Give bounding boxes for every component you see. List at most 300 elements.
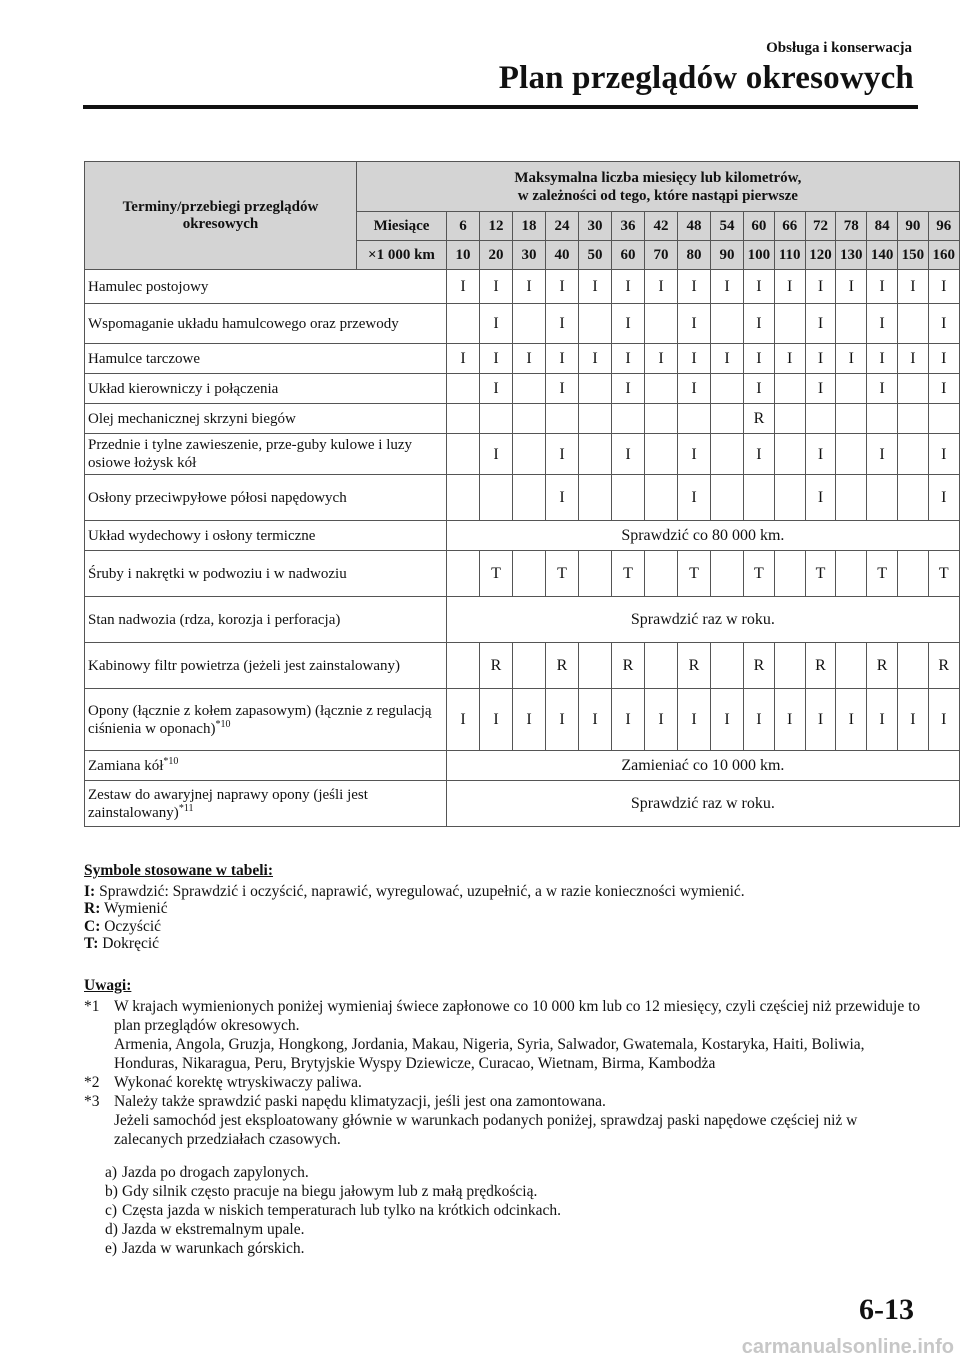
interval-cell xyxy=(579,475,612,521)
interval-cell xyxy=(774,551,805,597)
merged-interval-cell: Zamieniać co 10 000 km. xyxy=(447,751,960,781)
km-header-cell: 10 xyxy=(447,241,480,270)
interval-cell: I xyxy=(867,374,898,404)
row-label xyxy=(85,751,447,781)
interval-cell: T xyxy=(928,551,959,597)
legend-item xyxy=(84,900,924,918)
interval-cell: I xyxy=(447,689,480,751)
legend-symbol: R: xyxy=(84,900,101,917)
interval-cell: R xyxy=(546,643,579,689)
legend-symbol: I: xyxy=(84,882,96,900)
km-header-cell: 100 xyxy=(744,241,775,270)
condition-letter: e) xyxy=(105,1240,118,1257)
interval-cell xyxy=(774,374,805,404)
interval-cell: T xyxy=(744,551,775,597)
table-row xyxy=(85,751,960,781)
interval-cell xyxy=(836,304,867,344)
row-label-text: Układ wydechowy i osłony termiczne xyxy=(88,527,316,544)
row-label-text: Opony (łącznie z kołem zapasowym) (łącznie z regulacją ciśnienia w oponach) xyxy=(88,702,432,737)
interval-cell: I xyxy=(744,434,775,475)
interval-cell: I xyxy=(836,344,867,374)
interval-cell xyxy=(645,304,678,344)
interval-cell: I xyxy=(678,475,711,521)
note-line: Należy także sprawdzić paski napędu klimatyzacji, jeśli jest ona zamontowana. xyxy=(114,1093,606,1110)
interval-cell: I xyxy=(546,475,579,521)
watermark: carmanualsonline.info xyxy=(741,1336,954,1358)
row-label-text: Kabinowy filtr powietrza (jeżeli jest zainstalowany) xyxy=(88,657,400,674)
interval-cell: I xyxy=(513,270,546,304)
section-label: Obsługa i konserwacja xyxy=(766,40,912,56)
km-header-cell: 160 xyxy=(928,241,959,270)
interval-cell: I xyxy=(805,475,836,521)
interval-cell xyxy=(774,475,805,521)
note-text xyxy=(114,1092,924,1149)
legend-heading: Symbole stosowane w tabeli: xyxy=(84,862,274,879)
condition-text: Jazda po drogach zapylonych. xyxy=(122,1164,309,1181)
interval-cell xyxy=(579,304,612,344)
interval-cell: I xyxy=(612,304,645,344)
km-header-cell: 110 xyxy=(774,241,805,270)
note-item xyxy=(84,1073,924,1092)
interval-cell: I xyxy=(645,689,678,751)
interval-cell xyxy=(447,304,480,344)
interval-cell: T xyxy=(678,551,711,597)
table-row xyxy=(85,270,960,304)
interval-cell: T xyxy=(805,551,836,597)
interval-cell xyxy=(711,475,744,521)
interval-cell: I xyxy=(867,270,898,304)
interval-cell: I xyxy=(805,270,836,304)
merged-interval-cell: Sprawdzić co 80 000 km. xyxy=(447,521,960,551)
condition-item xyxy=(105,1220,924,1239)
interval-cell xyxy=(480,475,513,521)
interval-cell xyxy=(645,643,678,689)
interval-cell: I xyxy=(678,689,711,751)
interval-cell xyxy=(836,475,867,521)
note-number: *1 xyxy=(84,998,100,1015)
table-row xyxy=(85,521,960,551)
month-header-cell: 30 xyxy=(579,212,612,241)
interval-cell: I xyxy=(744,374,775,404)
interval-cell: I xyxy=(612,374,645,404)
table-row xyxy=(85,551,960,597)
interval-cell xyxy=(867,404,898,434)
interval-cell: T xyxy=(867,551,898,597)
month-header-cell: 18 xyxy=(513,212,546,241)
month-header-cell: 12 xyxy=(480,212,513,241)
month-header-cell: 6 xyxy=(447,212,480,241)
interval-cell: I xyxy=(744,304,775,344)
interval-cell xyxy=(513,551,546,597)
interval-cell xyxy=(711,304,744,344)
interval-cell xyxy=(897,643,928,689)
month-header-cell: 60 xyxy=(744,212,775,241)
interval-cell xyxy=(447,434,480,475)
interval-cell: R xyxy=(928,643,959,689)
interval-cell: I xyxy=(836,270,867,304)
table-row xyxy=(85,404,960,434)
interval-cell: I xyxy=(928,434,959,475)
interval-cell: I xyxy=(612,344,645,374)
table-row xyxy=(85,434,960,475)
row-label-text: Osłony przeciwpyłowe półosi napędowych xyxy=(88,489,347,506)
km-label: ×1 000 km xyxy=(357,241,447,270)
footnote-ref: *10 xyxy=(163,755,179,767)
row-label-text: Stan nadwozia (rdza, korozja i perforacja) xyxy=(88,611,341,628)
km-header-cell: 60 xyxy=(612,241,645,270)
condition-letter: d) xyxy=(105,1221,118,1238)
maintenance-schedule-table xyxy=(84,161,960,827)
interval-cell: I xyxy=(805,374,836,404)
interval-cell: I xyxy=(546,270,579,304)
interval-cell xyxy=(897,404,928,434)
interval-cell: I xyxy=(645,344,678,374)
interval-cell xyxy=(612,404,645,434)
km-header-cell: 30 xyxy=(513,241,546,270)
interval-cell: I xyxy=(897,270,928,304)
interval-cell xyxy=(645,475,678,521)
interval-cell: I xyxy=(867,304,898,344)
interval-cell: I xyxy=(513,344,546,374)
row-label-text: Przednie i tylne zawieszenie, prze-guby kulowe i luzy osiowe łożysk kół xyxy=(88,437,413,471)
interval-cell: I xyxy=(480,374,513,404)
km-header-cell: 150 xyxy=(897,241,928,270)
row-label xyxy=(85,643,447,689)
interval-cell xyxy=(579,374,612,404)
interval-cell: I xyxy=(774,270,805,304)
interval-cell xyxy=(711,551,744,597)
interval-cell xyxy=(645,374,678,404)
max-interval-header xyxy=(357,162,960,212)
max-interval-header-line2: w zależności od tego, które nastąpi pierwsze xyxy=(517,187,798,204)
interval-cell: R xyxy=(612,643,645,689)
interval-cell: I xyxy=(513,689,546,751)
row-label-text: Hamulec postojowy xyxy=(88,278,209,295)
interval-cell xyxy=(579,643,612,689)
condition-letter: a) xyxy=(105,1164,118,1181)
interval-cell xyxy=(836,551,867,597)
interval-cell: I xyxy=(645,270,678,304)
interval-cell xyxy=(447,475,480,521)
row-label xyxy=(85,597,447,643)
interval-cell xyxy=(711,643,744,689)
note-item xyxy=(84,997,924,1073)
legend-text: Oczyścić xyxy=(104,917,162,935)
table-row xyxy=(85,643,960,689)
condition-item xyxy=(105,1239,924,1258)
interval-cell: I xyxy=(928,374,959,404)
interval-cell xyxy=(579,551,612,597)
interval-cell: T xyxy=(612,551,645,597)
note-line: W krajach wymienionych poniżej wymieniaj świece zapłonowe co 10 000 km lub co 12 miesięcy, czyli częściej niż przewiduje to plan przeglądów okresowych. xyxy=(114,998,921,1034)
interval-cell xyxy=(711,374,744,404)
legend-text: Dokręcić xyxy=(102,935,160,952)
interval-cell: I xyxy=(897,344,928,374)
interval-cell: I xyxy=(774,689,805,751)
interval-cell: I xyxy=(447,344,480,374)
row-label xyxy=(85,521,447,551)
table-row xyxy=(85,344,960,374)
month-header-cell: 42 xyxy=(645,212,678,241)
km-header-cell: 130 xyxy=(836,241,867,270)
interval-cell: I xyxy=(447,270,480,304)
symbols-legend xyxy=(84,862,924,953)
interval-cell: R xyxy=(744,643,775,689)
condition-letter: c) xyxy=(105,1202,118,1219)
interval-cell xyxy=(897,434,928,475)
legend-item xyxy=(84,918,924,936)
merged-interval-cell: Sprawdzić raz w roku. xyxy=(447,597,960,643)
legend-item xyxy=(84,883,924,901)
condition-text: Jazda w warunkach górskich. xyxy=(122,1240,305,1257)
note-line: Wykonać korektę wtryskiwaczy paliwa. xyxy=(114,1074,362,1091)
interval-cell: I xyxy=(928,270,959,304)
row-label-text: Wspomaganie układu hamulcowego oraz przewody xyxy=(88,315,399,332)
legend-item xyxy=(84,935,924,953)
page-number: 6-13 xyxy=(859,1293,914,1326)
interval-cell xyxy=(836,404,867,434)
footnote-ref: *11 xyxy=(178,802,194,814)
condition-text: Gdy silnik często pracuje na biegu jałowym lub z małą prędkością. xyxy=(122,1183,538,1200)
month-header-cell: 78 xyxy=(836,212,867,241)
interval-cell: I xyxy=(579,270,612,304)
interval-cell: I xyxy=(480,270,513,304)
interval-cell: I xyxy=(744,270,775,304)
km-header-cell: 140 xyxy=(867,241,898,270)
interval-cell: I xyxy=(480,344,513,374)
legend-symbol: C: xyxy=(84,917,101,935)
interval-cell xyxy=(744,475,775,521)
interval-cell: I xyxy=(612,270,645,304)
table-header-row xyxy=(85,162,960,212)
interval-cell: R xyxy=(867,643,898,689)
table-row xyxy=(85,781,960,827)
interval-cell: I xyxy=(774,344,805,374)
interval-cell: I xyxy=(678,304,711,344)
month-header-cell: 66 xyxy=(774,212,805,241)
km-header-cell: 20 xyxy=(480,241,513,270)
interval-cell xyxy=(645,551,678,597)
interval-cell: I xyxy=(744,344,775,374)
interval-cell: I xyxy=(897,689,928,751)
month-header-cell: 90 xyxy=(897,212,928,241)
km-header-cell: 40 xyxy=(546,241,579,270)
row-label xyxy=(85,304,447,344)
interval-cell xyxy=(774,434,805,475)
legend-text: Sprawdzić: Sprawdzić i oczyścić, naprawić, wyregulować, uzupełnić, a w razie konieczności wymienić. xyxy=(99,882,745,900)
row-label-text: Układ kierowniczy i połączenia xyxy=(88,380,279,397)
interval-cell xyxy=(836,643,867,689)
interval-cell: I xyxy=(579,689,612,751)
interval-cell xyxy=(447,643,480,689)
interval-cell: I xyxy=(836,689,867,751)
note-line: Armenia, Angola, Gruzja, Hongkong, Jordania, Makau, Nigeria, Syria, Salwador, Gwatemala, Kostaryka, Haiti, Boliwia, Honduras, Nikaragua, Peru, Brytyjskie Wyspy Dziewicze, Curacao, Wietnam, Birma, Kambodża xyxy=(114,1036,865,1072)
note-text xyxy=(114,997,924,1073)
interval-cell xyxy=(513,404,546,434)
interval-cell: I xyxy=(612,434,645,475)
interval-cell: I xyxy=(612,689,645,751)
interval-cell xyxy=(612,475,645,521)
note-line: Jeżeli samochód jest eksploatowany głównie w warunkach podanych poniżej, sprawdzaj paski napędowe częściej niż w zalecanych przedziałach czasowych. xyxy=(114,1112,858,1148)
interval-cell xyxy=(774,404,805,434)
interval-cell xyxy=(678,404,711,434)
km-header-cell: 120 xyxy=(805,241,836,270)
interval-cell xyxy=(645,404,678,434)
interval-cell: I xyxy=(928,304,959,344)
table-row xyxy=(85,597,960,643)
interval-cell xyxy=(447,374,480,404)
condition-text: Jazda w ekstremalnym upale. xyxy=(122,1221,305,1238)
interval-cell xyxy=(836,374,867,404)
interval-cell xyxy=(711,404,744,434)
condition-item xyxy=(105,1201,924,1220)
interval-cell xyxy=(513,643,546,689)
interval-cell: R xyxy=(480,643,513,689)
interval-cell xyxy=(897,551,928,597)
interval-cell: I xyxy=(678,270,711,304)
note-number: *3 xyxy=(84,1093,100,1110)
interval-cell: I xyxy=(711,689,744,751)
interval-cell xyxy=(897,304,928,344)
row-label-text: Zestaw do awaryjnej naprawy opony (jeśli jest zainstalowany) xyxy=(88,786,368,821)
interval-cell: T xyxy=(480,551,513,597)
interval-cell xyxy=(579,434,612,475)
month-header-cell: 36 xyxy=(612,212,645,241)
interval-cell: I xyxy=(867,689,898,751)
interval-cell: I xyxy=(546,374,579,404)
table-row xyxy=(85,475,960,521)
row-label xyxy=(85,781,447,827)
interval-cell: I xyxy=(480,304,513,344)
interval-cell: I xyxy=(928,344,959,374)
notes-section xyxy=(84,976,924,1258)
note-number: *2 xyxy=(84,1074,100,1091)
month-header-cell: 96 xyxy=(928,212,959,241)
merged-interval-cell: Sprawdzić raz w roku. xyxy=(447,781,960,827)
interval-cell: I xyxy=(805,304,836,344)
interval-cell xyxy=(711,434,744,475)
row-label xyxy=(85,689,447,751)
km-header-cell: 80 xyxy=(678,241,711,270)
interval-cell xyxy=(867,475,898,521)
month-header-cell: 72 xyxy=(805,212,836,241)
km-header-cell: 70 xyxy=(645,241,678,270)
interval-cell xyxy=(447,404,480,434)
interval-cell xyxy=(836,434,867,475)
row-label xyxy=(85,374,447,404)
interval-cell xyxy=(513,374,546,404)
interval-cell: R xyxy=(744,404,775,434)
max-interval-header-line1: Maksymalna liczba miesięcy lub kilometrów, xyxy=(514,169,802,186)
note-item xyxy=(84,1092,924,1149)
interval-cell: R xyxy=(805,643,836,689)
row-label xyxy=(85,344,447,374)
page-title: Plan przeglądów okresowych xyxy=(498,60,914,96)
interval-cell: I xyxy=(546,689,579,751)
row-label-text: Zamiana kół xyxy=(88,757,164,774)
interval-cell: I xyxy=(867,434,898,475)
footnote-ref: *10 xyxy=(215,718,231,730)
interval-cell xyxy=(774,304,805,344)
row-label xyxy=(85,475,447,521)
interval-cell: I xyxy=(678,434,711,475)
header-rule xyxy=(83,105,918,109)
month-header-cell: 54 xyxy=(711,212,744,241)
interval-cell xyxy=(513,304,546,344)
row-label-text: Hamulce tarczowe xyxy=(88,350,201,367)
interval-cell xyxy=(546,404,579,434)
legend-symbol: T: xyxy=(84,935,99,952)
interval-cell xyxy=(805,404,836,434)
month-header-cell: 24 xyxy=(546,212,579,241)
note-text xyxy=(114,1073,924,1092)
km-header-cell: 50 xyxy=(579,241,612,270)
interval-cell: I xyxy=(480,689,513,751)
interval-cell: I xyxy=(867,344,898,374)
interval-cell: I xyxy=(805,344,836,374)
interval-cell xyxy=(480,404,513,434)
interval-cell: I xyxy=(546,344,579,374)
table-row xyxy=(85,689,960,751)
interval-cell: I xyxy=(579,344,612,374)
legend-text: Wymienić xyxy=(103,900,168,917)
row-label xyxy=(85,434,447,475)
row-label xyxy=(85,270,447,304)
condition-letter: b) xyxy=(105,1183,118,1200)
interval-cell xyxy=(579,404,612,434)
interval-cell: I xyxy=(805,434,836,475)
interval-cell: T xyxy=(546,551,579,597)
month-header-cell: 48 xyxy=(678,212,711,241)
interval-cell xyxy=(645,434,678,475)
interval-cell: I xyxy=(546,304,579,344)
condition-item xyxy=(105,1163,924,1182)
interval-cell: I xyxy=(711,270,744,304)
condition-text: Częsta jazda w niskich temperaturach lub tylko na krótkich odcinkach. xyxy=(122,1202,562,1219)
interval-cell xyxy=(928,404,959,434)
interval-cell: I xyxy=(744,689,775,751)
interval-cell: I xyxy=(805,689,836,751)
interval-cell xyxy=(897,374,928,404)
interval-cell xyxy=(774,643,805,689)
row-label-text: Olej mechanicznej skrzyni biegów xyxy=(88,410,296,427)
notes-heading: Uwagi: xyxy=(84,977,132,994)
interval-cell xyxy=(513,434,546,475)
row-label xyxy=(85,551,447,597)
table-row xyxy=(85,304,960,344)
interval-cell: I xyxy=(480,434,513,475)
interval-cell: I xyxy=(711,344,744,374)
month-header-cell: 84 xyxy=(867,212,898,241)
table-row xyxy=(85,374,960,404)
interval-cell: I xyxy=(546,434,579,475)
conditions-list xyxy=(84,1163,924,1258)
interval-cell: I xyxy=(678,374,711,404)
interval-cell xyxy=(513,475,546,521)
months-label: Miesiące xyxy=(357,212,447,241)
condition-item xyxy=(105,1182,924,1201)
interval-cell xyxy=(447,551,480,597)
row-label-text: Śruby i nakrętki w podwoziu i w nadwoziu xyxy=(88,565,347,582)
row-label xyxy=(85,404,447,434)
km-header-cell: 90 xyxy=(711,241,744,270)
interval-cell: R xyxy=(678,643,711,689)
interval-cell: I xyxy=(928,689,959,751)
corner-header-cell: Terminy/przebiegi przeglądów okresowych xyxy=(85,162,357,270)
interval-cell: I xyxy=(928,475,959,521)
interval-cell xyxy=(897,475,928,521)
interval-cell: I xyxy=(678,344,711,374)
